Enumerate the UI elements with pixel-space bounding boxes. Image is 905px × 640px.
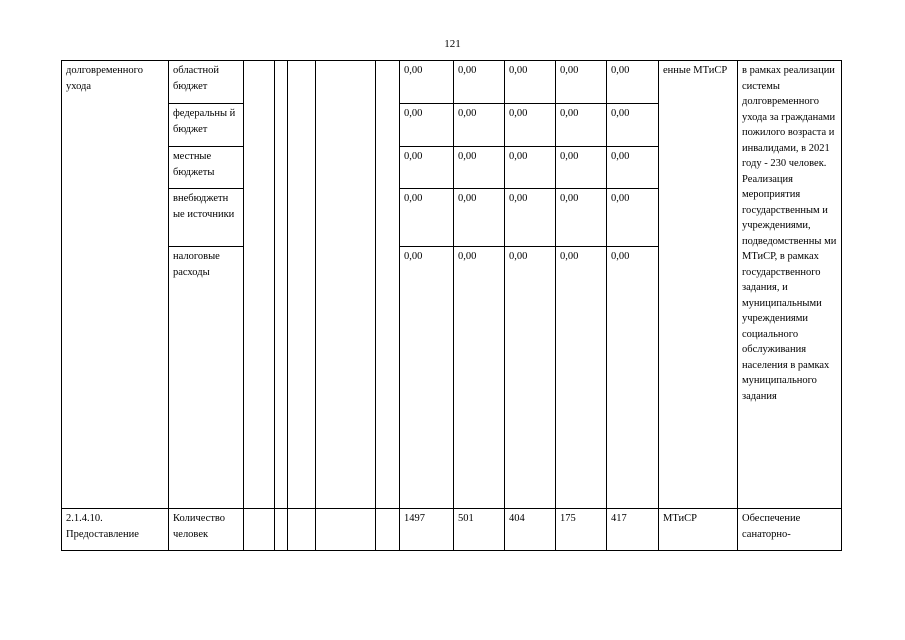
value-cell: 0,00: [400, 189, 454, 247]
value-cell: 404: [505, 509, 556, 551]
value-cell: 0,00: [505, 189, 556, 247]
result-cell: в рамках реализации системы долговременного ухода за гражданами пожилого возраста и инвалидами, в 2021 году - 230 человек. Реализация мероприятия государственным и учреждениями, подведомственны ми МТиСР, в рамках государственного задания, и муниципальными учреждениями социального обслуживания населения в рамках муниципального задания: [738, 61, 842, 509]
value-cell: 0,00: [400, 104, 454, 147]
result-cell: Обеспечение санаторно-: [738, 509, 842, 551]
table-row: [62, 509, 842, 551]
source-label: областной бюджет: [169, 61, 244, 104]
value-cell: 0,00: [607, 147, 659, 189]
table-row: [62, 61, 842, 104]
value-cell: 0,00: [400, 147, 454, 189]
measure-name-cell: долговременного ухода: [62, 61, 169, 509]
indicator-cell: Количество человек: [169, 509, 244, 551]
empty-cell: [316, 509, 376, 551]
value-cell: 0,00: [556, 61, 607, 104]
measure-name-cell: 2.1.4.10. Предоставление: [62, 509, 169, 551]
value-cell: 0,00: [607, 104, 659, 147]
value-cell: 0,00: [505, 147, 556, 189]
source-label: местные бюджеты: [169, 147, 244, 189]
executor-cell: МТиСР: [659, 509, 738, 551]
value-cell: 0,00: [454, 147, 505, 189]
empty-cell: [376, 61, 400, 509]
value-cell: 0,00: [454, 104, 505, 147]
value-cell: 0,00: [505, 247, 556, 509]
value-cell: 0,00: [454, 247, 505, 509]
empty-cell: [288, 509, 316, 551]
value-cell: 0,00: [400, 61, 454, 104]
empty-cell: [244, 61, 275, 509]
executor-cell: енные МТиСР: [659, 61, 738, 509]
source-label: внебюджетн ые источники: [169, 189, 244, 247]
empty-cell: [316, 61, 376, 509]
value-cell: 0,00: [556, 189, 607, 247]
value-cell: 0,00: [454, 189, 505, 247]
value-cell: 0,00: [607, 61, 659, 104]
value-cell: 0,00: [400, 247, 454, 509]
value-cell: 417: [607, 509, 659, 551]
value-cell: 501: [454, 509, 505, 551]
value-cell: 0,00: [556, 104, 607, 147]
value-cell: 0,00: [607, 247, 659, 509]
value-cell: 0,00: [556, 147, 607, 189]
program-table: [61, 60, 842, 551]
empty-cell: [376, 509, 400, 551]
value-cell: 0,00: [556, 247, 607, 509]
page-number: 121: [444, 38, 461, 50]
value-cell: 0,00: [607, 189, 659, 247]
source-label: налоговые расходы: [169, 247, 244, 509]
empty-cell: [288, 61, 316, 509]
value-cell: 0,00: [454, 61, 505, 104]
value-cell: 175: [556, 509, 607, 551]
empty-cell: [275, 509, 288, 551]
empty-cell: [275, 61, 288, 509]
value-cell: 0,00: [505, 61, 556, 104]
source-label: федеральны й бюджет: [169, 104, 244, 147]
value-cell: 1497: [400, 509, 454, 551]
empty-cell: [244, 509, 275, 551]
value-cell: 0,00: [505, 104, 556, 147]
